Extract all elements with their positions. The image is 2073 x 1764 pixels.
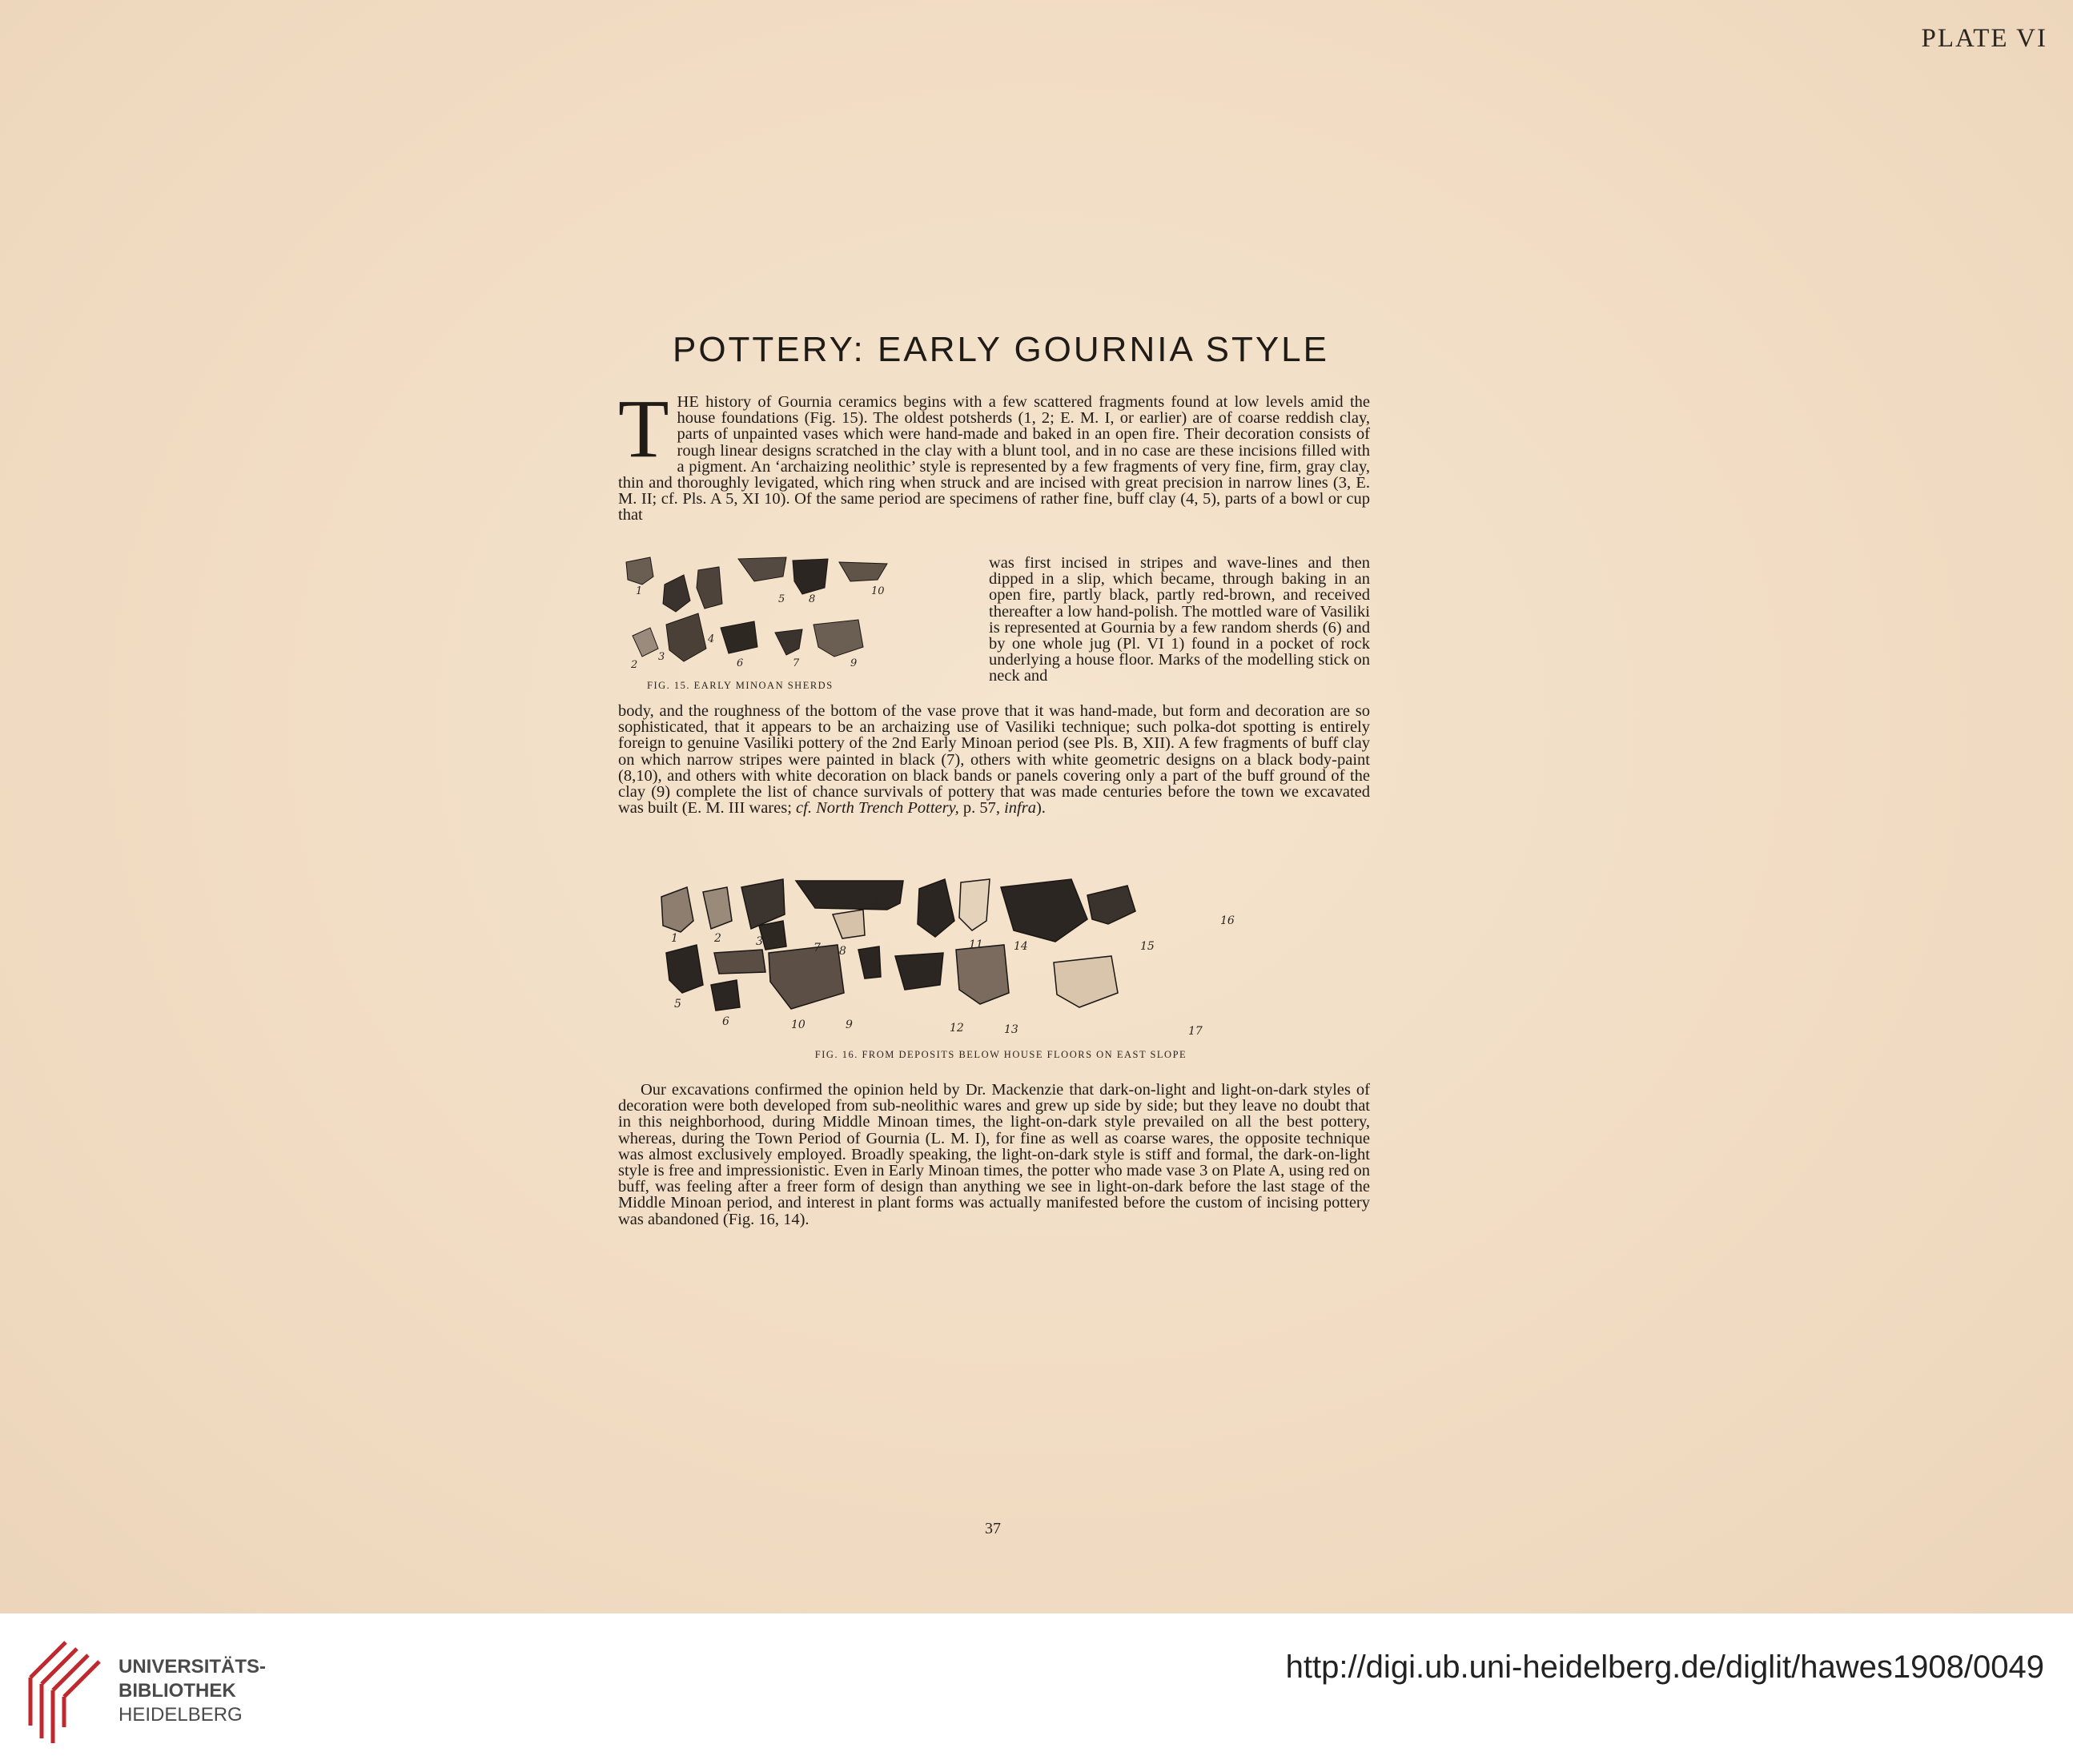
reference-page: p. 57, [962, 799, 1000, 818]
paragraph-1-top [618, 383, 1370, 524]
fig16-number: 7 [814, 942, 821, 954]
fig15-number: 2 [631, 659, 638, 671]
reference-title: North Trench Pottery, [816, 799, 959, 818]
fig15-number: 1 [636, 585, 643, 597]
fig16-number: 15 [1140, 940, 1155, 953]
fig15-number: 9 [850, 657, 858, 669]
plate-label: PLATE VI [1921, 24, 2047, 53]
paragraph-1-side: was first incised in stripes and wave-lines and then dipped in a slip, which became, through baking in an open fire, partly black, partly red-brown, and received thereafter a low hand-polish. The mottled ware of Vasiliki is represented at Gournia by a few random sherds (6) and by one whole jug (Pl. VI 1) found in a pocket of rock underlying a house floor. Marks of the modelling stick on neck and [989, 554, 1370, 685]
fig16-caption: FIG. 16. FROM DEPOSITS BELOW HOUSE FLOORS ON EAST SLOPE [814, 1049, 1187, 1060]
fig15-caption: FIG. 15. EARLY MINOAN SHERDS [647, 680, 834, 691]
fig16-number: 3 [756, 935, 763, 948]
fig16-number: 5 [674, 998, 681, 1011]
fig15-number: 10 [871, 585, 885, 597]
fig16-number: 10 [791, 1019, 805, 1031]
fig16-number: 16 [1220, 914, 1235, 927]
page-number: 37 [985, 1520, 1001, 1537]
fig15-number: 7 [793, 657, 800, 669]
paragraph-1-bottom-text: body, and the roughness of the bottom of the vase prove that it was hand-made, but form and decoration are so sophisticated, that it appears to be an archaizing use of Vasiliki technique; such polka-dot spotting is entirely foreign to genuine Vasiliki pottery of the 2nd Early Minoan period (see Pls. B, XII). A few fragments of buff clay on which narrow stripes were painted in black (7), others with white geometric designs on a black body-paint (8,10), and others with white decoration on black bands or panels covering only a part of the buff ground of the clay (9) complete the list of chance survivals of pottery that was made centuries before the town we excavated was built (E. M. III wares; [618, 702, 1370, 818]
page-title: POTTERY: EARLY GOURNIA STYLE [672, 330, 1329, 369]
fig16-number: 17 [1188, 1025, 1203, 1038]
fig16-illustration [655, 873, 1352, 1043]
library-logo-icon [24, 1637, 112, 1750]
infra-word: infra [1004, 799, 1036, 818]
fig16-number: 12 [950, 1022, 964, 1035]
fig15-number: 3 [658, 651, 665, 663]
paragraph-1-top-text: HE history of Gournia ceramics begins with a few scattered fragments found at low levels amid the house foundations (Fig. 15). The oldest potsherds (1, 2; E. M. I, or earlier) are of coarse reddish clay, parts of unpainted vases which were hand-made and baked in an open fire. Their decoration consists of rough linear designs scratched in the clay with a blunt tool, and in no case are these incisions filled with a pigment. An ‘archaizing neolithic’ style is represented by a few fragments of very fine, firm, gray clay, thin and thoroughly levigated, which ring when struck and are incised with great precision in narrow lines (3, E. M. II; cf. Pls. A 5, XI 10). Of the same period are specimens of rather fine, buff clay (4, 5), parts of a bowl or cup that [618, 393, 1370, 524]
logo-line-1: UNIVERSITÄTS- [119, 1656, 267, 1678]
fig15-number: 8 [809, 593, 816, 605]
fig16-number: 14 [1014, 940, 1028, 953]
fig15-number: 6 [737, 657, 744, 669]
fig15-number: 5 [778, 593, 785, 605]
fig15-number: 4 [708, 633, 715, 645]
footer-bar [0, 1613, 2073, 1764]
fig16-number: 4 [873, 898, 880, 911]
fig16-number: 8 [839, 945, 846, 958]
library-logo-text [119, 1655, 266, 1727]
fig16-number: 6 [722, 1015, 729, 1028]
fig16-number: 9 [846, 1019, 853, 1031]
reference-close: ). [1035, 799, 1046, 818]
logo-line-3: HEIDELBERG [119, 1704, 243, 1726]
paragraph-2: Our excavations confirmed the opinion held by Dr. Mackenzie that dark-on-light and light-on-dark styles of decoration were both developed from sub-neolithic wares and grew up side by side; but they leave no doubt that in this neighborhood, during Middle Minoan times, the light-on-dark style prevailed on all the best pottery, whereas, during the Town Period of Gournia (L. M. I), for fine as well as coarse wares, the opposite technique was almost exclusively employed. Broadly speaking, the light-on-dark style is stiff and formal, the dark-on-light style is free and impressionistic. Even in Early Minoan times, the potter who made vase 3 on Plate A, using red on buff, was feeling after a freer form of design than anything we see in light-on-dark before the last stage of the Middle Minoan period, and interest in plant forms was actually manifested before the custom of incising pottery was abandoned (Fig. 16, 14). [618, 1081, 1370, 1228]
fig16-number: 13 [1004, 1023, 1018, 1036]
cf-abbrev: cf. [796, 799, 812, 818]
source-url-link[interactable]: http://digi.ub.uni-heidelberg.de/diglit/hawes1908/0049 [1285, 1649, 2044, 1685]
logo-line-2: BIBLIOTHEK [119, 1680, 236, 1702]
fig16-number: 1 [671, 932, 678, 945]
paragraph-1-bottom [618, 703, 1370, 816]
fig16-number: 2 [714, 932, 721, 945]
fig16-number: 11 [969, 938, 983, 951]
fig15-illustration [618, 553, 982, 673]
drop-cap: T [618, 383, 669, 475]
